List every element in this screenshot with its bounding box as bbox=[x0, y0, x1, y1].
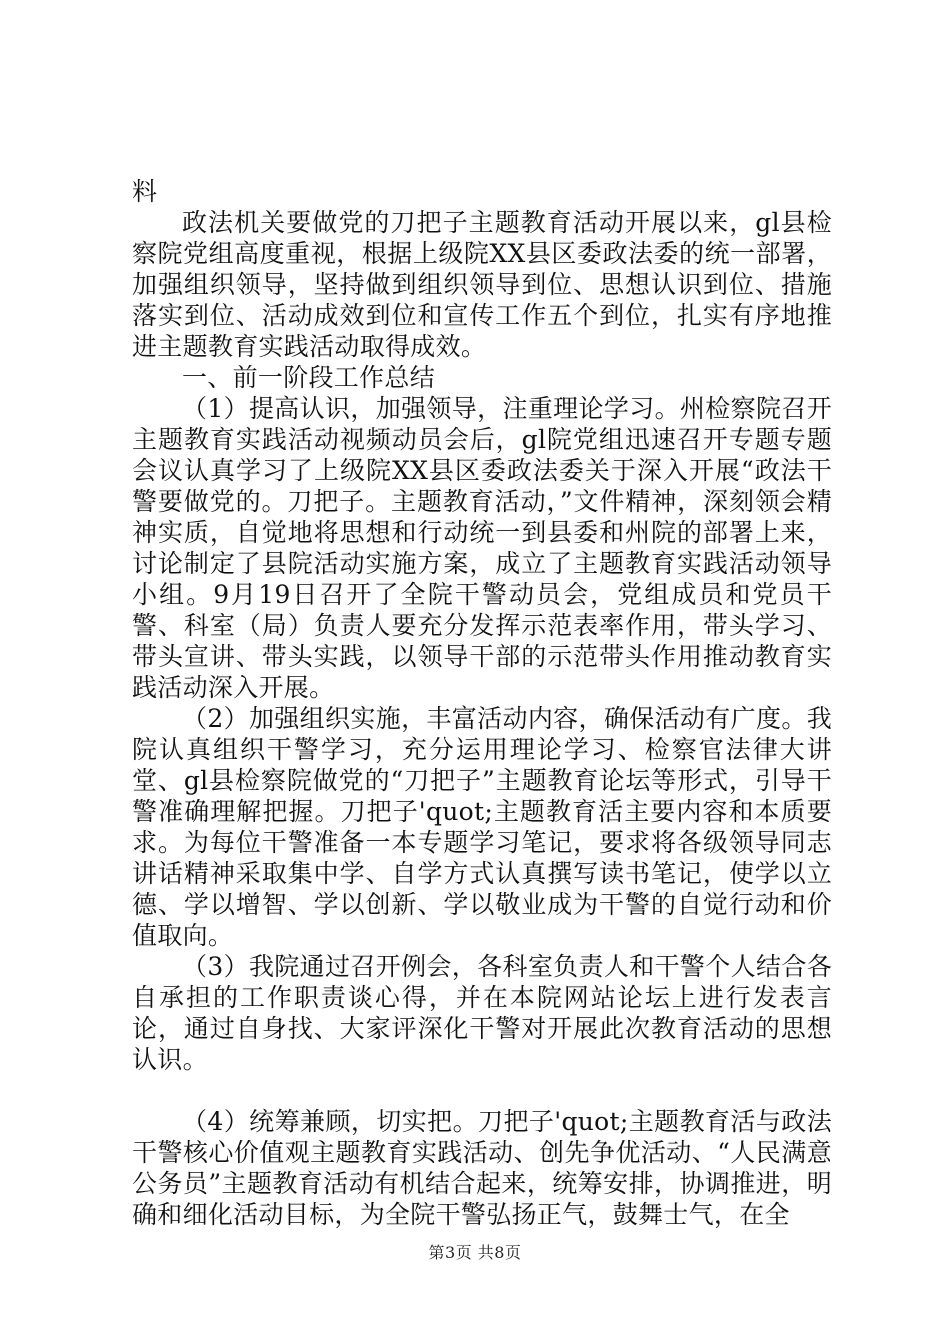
section-heading: 一、前一阶段工作总结 bbox=[182, 363, 436, 392]
paragraph-continuation: 料 bbox=[132, 177, 158, 206]
paragraph-intro: 政法机关要做党的刀把子主题教育活动开展以来，gl县检察院党组高度重视，根据上级院XX县区委政法委的统一部署，加强组织领导，坚持做到组织领导到位、思想认识到位、措施落实到位、活动成效到位和宣传工作五个到位，扎实有序地推进主题教育实践活动取得成效。 bbox=[132, 208, 832, 361]
paragraph-item-1: （1）提高认识，加强领导，注重理论学习。州检察院召开主题教育实践活动视频动员会后，gl院党组迅速召开专题专题会议认真学习了上级院XX县区委政法委关于深入开展“政法干警要做党的。刀把子。主题教育活动，”文件精神，深刻领会精神实质，自觉地将思想和行动统一到县委和州院的部署上来，讨论制定了县院活动实施方案，成立了主题教育实践活动领导小组。9月19日召开了全院干警动员会，党组成员和党员干警、科室（局）负责人要充分发挥示范表率作用，带头学习、带头宣讲、带头实践，以领导干部的示范带头作用推动教育实践活动深入开展。 bbox=[132, 394, 832, 702]
page-number: 第3页 共8页 bbox=[428, 1243, 522, 1262]
paragraph-item-2: （2）加强组织实施，丰富活动内容，确保活动有广度。我院认真组织干警学习，充分运用理论学习、检察官法律大讲堂、gl县检察院做党的“刀把子”主题教育论坛等形式，引导干警准确理解把握。刀把子'quot;主题教育活主要内容和本质要求。为每位干警准备一本专题学习笔记，要求将各级领导同志讲话精神采取集中学、自学方式认真撰写读书笔记，使学以立德、学以增智、学以创新、学以敬业成为干警的自觉行动和价值取向。 bbox=[132, 704, 832, 950]
paragraph-item-3: （3）我院通过召开例会，各科室负责人和干警个人结合各自承担的工作职责谈心得，并在本院网站论坛上进行发表言论，通过自身找、大家评深化干警对开展此次教育活动的思想认识。 bbox=[132, 952, 832, 1074]
paragraph-item-4: （4）统筹兼顾，切实把。刀把子'quot;主题教育活与政法干警核心价值观主题教育实践活动、创先争优活动、“人民满意公务员”主题教育活动有机结合起来，统筹安排，协调推进，明确和细化活动目标，为全院干警弘扬正气，鼓舞士气，在全 bbox=[132, 1107, 832, 1229]
document-body bbox=[132, 176, 832, 1230]
